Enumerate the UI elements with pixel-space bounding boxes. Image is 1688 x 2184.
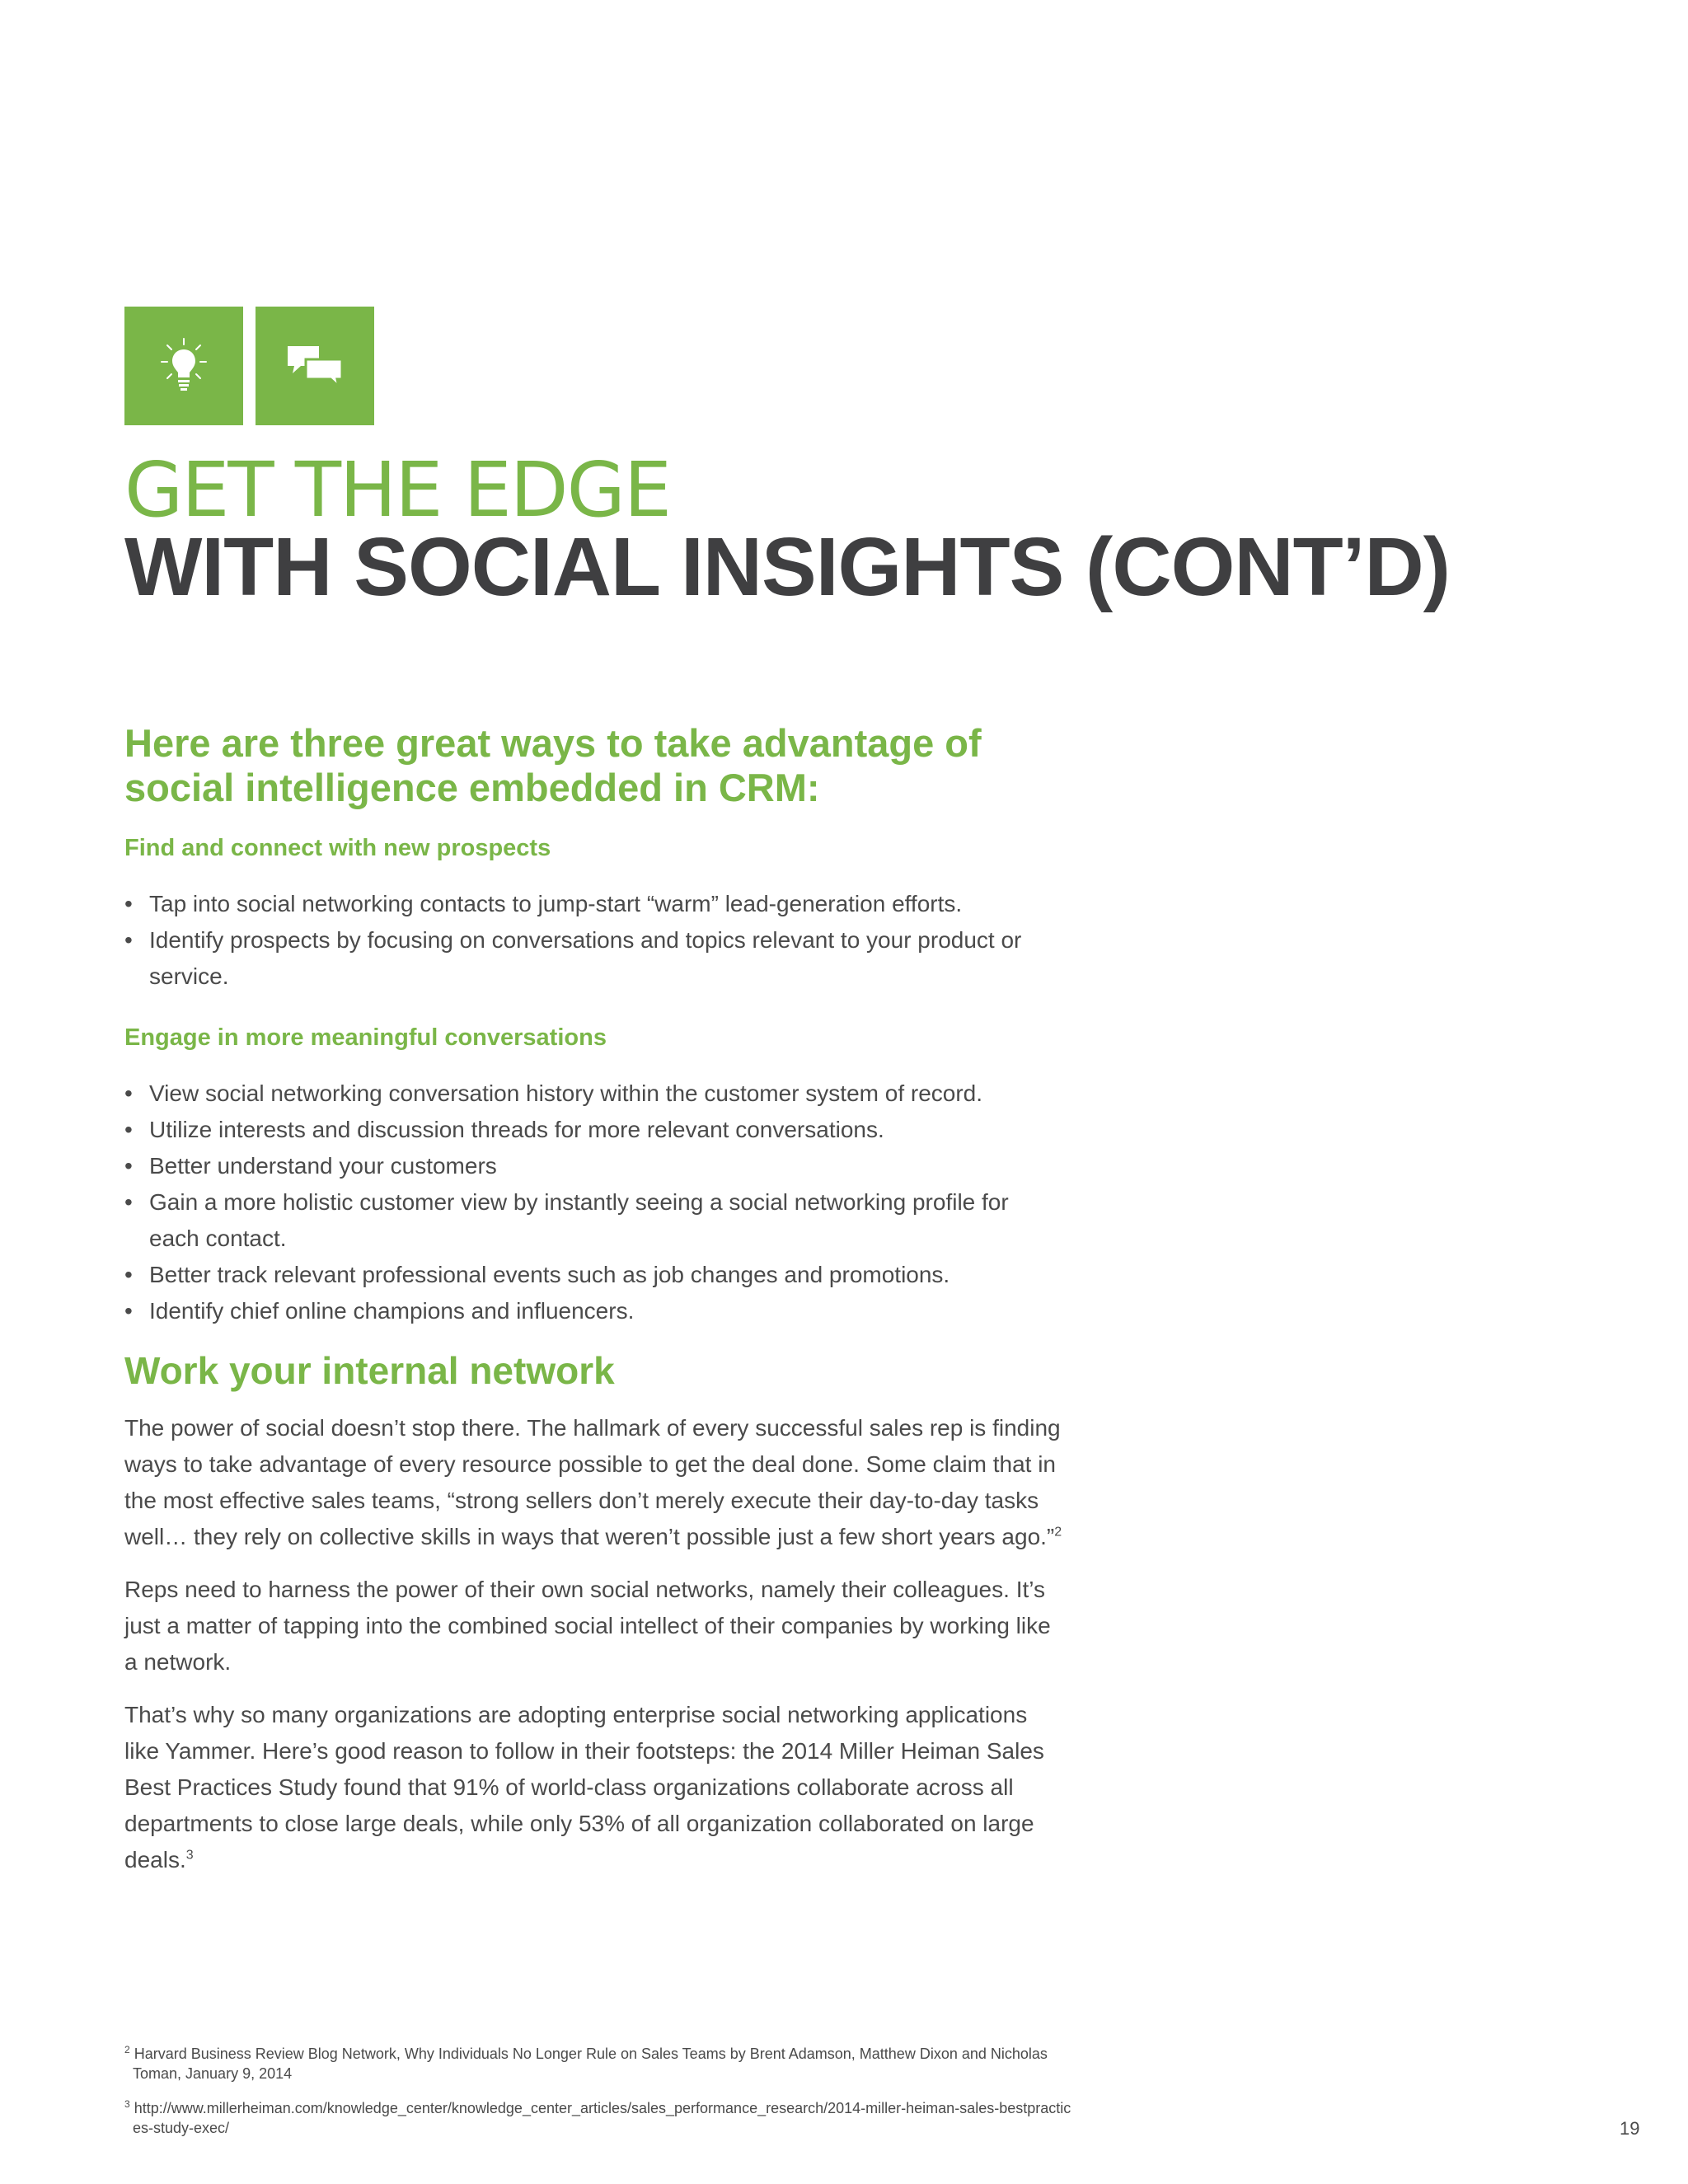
section-heading-prospects: Find and connect with new prospects [124, 835, 551, 861]
lightbulb-icon [159, 337, 209, 395]
section-heading-conversations: Engage in more meaningful conversations [124, 1024, 607, 1051]
paragraph-text: That’s why so many organizations are adopting enterprise social networking applications like Yammer. Here’s good reason to follow in their footsteps: the 2014 Miller Heiman Sales Best Practices Study found that 91% of world-class organizations collaborate across all departments to close large deals, while only 53% of all organization collaborated on large deals. [124, 1702, 1044, 1872]
list-item: • Tap into social networking contacts to jump-start “warm” lead-generation efforts. [124, 886, 1064, 922]
title-line-1: GET THE EDGE [124, 446, 671, 534]
footnote [124, 2044, 1072, 2083]
section-heading-network: Work your internal network [124, 1349, 615, 1392]
footnotes [124, 2044, 1072, 2153]
body-paragraph-3 [124, 1697, 1064, 1878]
footnote-link[interactable]: http://www.millerheiman.com/knowledge_center/knowledge_center_articles/sales_performance_research/2014-miller-heiman-sales-bestpractices-study-exec/ [133, 2100, 1071, 2136]
list-item: • Utilize interests and discussion threads for more relevant conversations. [124, 1112, 1064, 1148]
body-paragraph-1 [124, 1410, 1064, 1555]
list-item: • Better track relevant professional events such as job changes and promotions. [124, 1257, 1064, 1293]
lightbulb-tile [124, 307, 243, 425]
chat-tile [256, 307, 374, 425]
list-item: • View social networking conversation history within the customer system of record. [124, 1076, 1064, 1112]
footnote-ref: 3 [185, 1848, 194, 1863]
footnote [124, 2098, 1072, 2138]
main-content [124, 721, 1064, 1895]
list-item: • Better understand your customers [124, 1148, 1064, 1184]
lead-heading: Here are three great ways to take advantage of social intelligence embedded in CRM: [124, 721, 982, 809]
paragraph-text: The power of social doesn’t stop there. The hallmark of every successful sales rep is finding ways to take advantage of every resource possible to get the deal done. Some claim that in the most effective sales teams, “strong sellers don’t merely execute their day-to-day tasks well… they rely on collective skills in ways that weren’t possible just a few short years ago.” [124, 1415, 1061, 1549]
page-number: 19 [1620, 2118, 1640, 2139]
footnote-text: Harvard Business Review Blog Network, Why Individuals No Longer Rule on Sales Teams by Brent Adamson, Matthew Dixon and Nicholas Toman, January 9, 2014 [133, 2046, 1048, 2082]
list-item: • Identify prospects by focusing on conversations and topics relevant to your product or service. [124, 922, 1064, 995]
footnote-number: 3 [124, 2098, 130, 2110]
list-item: • Gain a more holistic customer view by instantly seeing a social networking profile for each contact. [124, 1184, 1064, 1257]
title-line-2: WITH SOCIAL INSIGHTS (CONT’D) [124, 521, 1450, 613]
bullet-list-conversations [124, 1076, 1064, 1329]
footnote-ref: 2 [1054, 1525, 1062, 1540]
footnote-number: 2 [124, 2044, 130, 2055]
chat-bubbles-icon [286, 343, 344, 389]
bullet-list-prospects [124, 886, 1064, 995]
list-item: • Identify chief online champions and influencers. [124, 1293, 1064, 1329]
body-paragraph-2: Reps need to harness the power of their own social networks, namely their colleagues. It’s just a matter of tapping into the combined social intellect of their companies by working like a network. [124, 1577, 1051, 1675]
